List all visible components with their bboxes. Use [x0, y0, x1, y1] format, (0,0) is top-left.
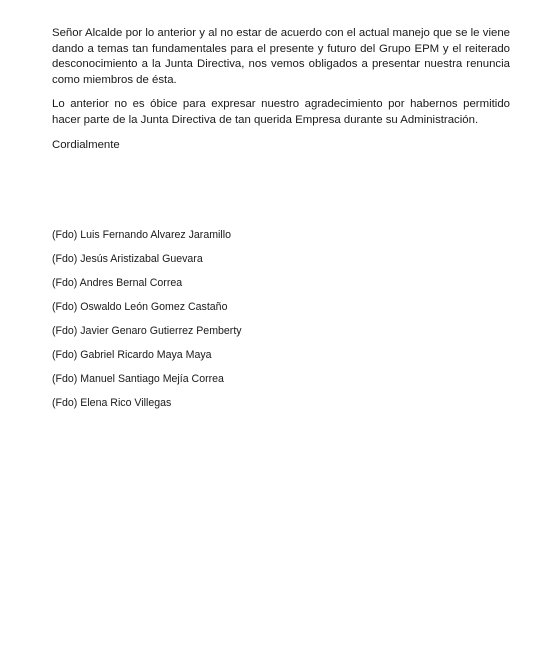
signature-line: (Fdo) Elena Rico Villegas — [52, 397, 172, 409]
signature-line: (Fdo) Luis Fernando Alvarez Jaramillo — [52, 229, 231, 241]
signature-line: (Fdo) Javier Genaro Gutierrez Pemberty — [52, 325, 242, 337]
signature-line: (Fdo) Andres Bernal Correa — [52, 277, 183, 289]
signature-line: (Fdo) Gabriel Ricardo Maya Maya — [52, 349, 212, 361]
letter-body — [52, 26, 510, 153]
signature-line: (Fdo) Oswaldo León Gomez Castaño — [52, 301, 228, 313]
paragraph-gratitude: Lo anterior no es óbice para expresar nuestro agradecimiento por habernos permitido hacer parte de la Junta Directiva de tan querida Empresa durante su Administración. — [52, 98, 510, 126]
closing-salutation: Cordialmente — [52, 138, 120, 151]
signature-list — [52, 228, 452, 420]
paragraph-resignation: Señor Alcalde por lo anterior y al no estar de acuerdo con el actual manejo que se le viene dando a temas tan fundamentales para el presente y futuro del Grupo EPM y el reiterado desconocimiento a la Junta Directiva, nos vemos obligados a presentar nuestra renuncia como miembros de ésta. — [52, 27, 510, 86]
signature-line: (Fdo) Manuel Santiago Mejía Correa — [52, 373, 224, 385]
signature-line: (Fdo) Jesús Aristizabal Guevara — [52, 253, 203, 265]
